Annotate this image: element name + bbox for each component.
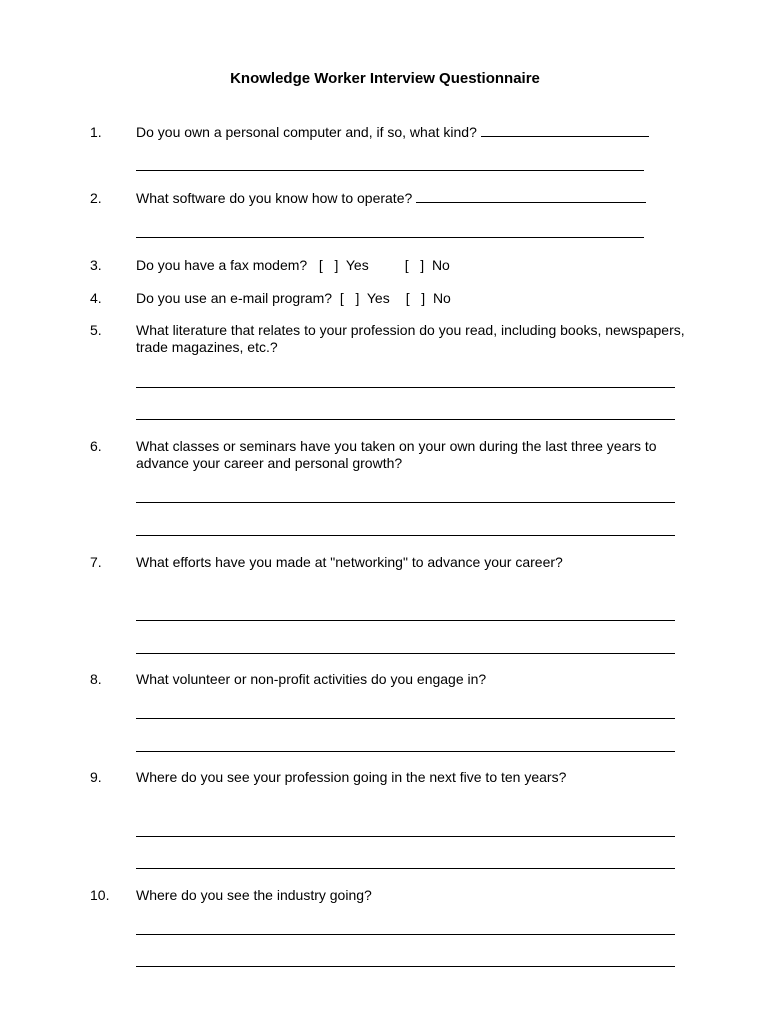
question-text: What volunteer or non-profit activities do you engage in?: [136, 671, 487, 687]
question-text: Where do you see your profession going in the next five to ten years?: [136, 769, 567, 785]
question-number: 9.: [90, 769, 102, 785]
answer-line[interactable]: [136, 620, 675, 621]
answer-line[interactable]: [136, 966, 675, 967]
answer-line[interactable]: [136, 836, 675, 837]
answer-line[interactable]: [136, 502, 675, 503]
answer-line[interactable]: [136, 170, 644, 171]
answer-blank[interactable]: [481, 124, 649, 137]
yes-checkbox[interactable]: [ ] Yes: [339, 290, 390, 306]
answer-line[interactable]: [136, 387, 675, 388]
answer-line[interactable]: [136, 535, 675, 536]
page-title: Knowledge Worker Interview Questionnaire: [230, 70, 540, 87]
question-number: 4.: [90, 290, 102, 306]
question-number: 10.: [90, 887, 110, 903]
question-text: What software do you know how to operate?: [136, 190, 696, 207]
answer-line[interactable]: [136, 419, 675, 420]
answer-line[interactable]: [136, 653, 675, 654]
question-text: Do you own a personal computer and, if so, what kind?: [136, 124, 696, 141]
question-number: 2.: [90, 190, 102, 206]
question-number: 6.: [90, 438, 102, 454]
answer-line[interactable]: [136, 868, 675, 869]
answer-line[interactable]: [136, 751, 675, 752]
question-text: Do you use an e-mail program? [ ] Yes [ ] No: [136, 290, 451, 306]
no-checkbox[interactable]: [ ] No: [405, 290, 451, 306]
question-number: 1.: [90, 124, 102, 140]
question-number: 5.: [90, 322, 102, 338]
question-text: What literature that relates to your profession do you read, including books, newspapers, trade magazines, etc.?: [136, 322, 685, 355]
question-text: Where do you see the industry going?: [136, 887, 372, 903]
answer-blank[interactable]: [416, 190, 646, 203]
question-number: 7.: [90, 554, 102, 570]
question-number: 3.: [90, 257, 102, 273]
yes-checkbox[interactable]: [ ] Yes: [318, 257, 369, 273]
no-checkbox[interactable]: [ ] No: [404, 257, 450, 273]
answer-line[interactable]: [136, 718, 675, 719]
question-text: What efforts have you made at "networking" to advance your career?: [136, 554, 563, 570]
question-number: 8.: [90, 671, 102, 687]
question-text: What classes or seminars have you taken on your own during the last three years to advance your career and personal growth?: [136, 438, 657, 471]
answer-line[interactable]: [136, 934, 675, 935]
question-text: Do you have a fax modem? [ ] Yes [ ] No: [136, 257, 450, 273]
answer-line[interactable]: [136, 237, 644, 238]
